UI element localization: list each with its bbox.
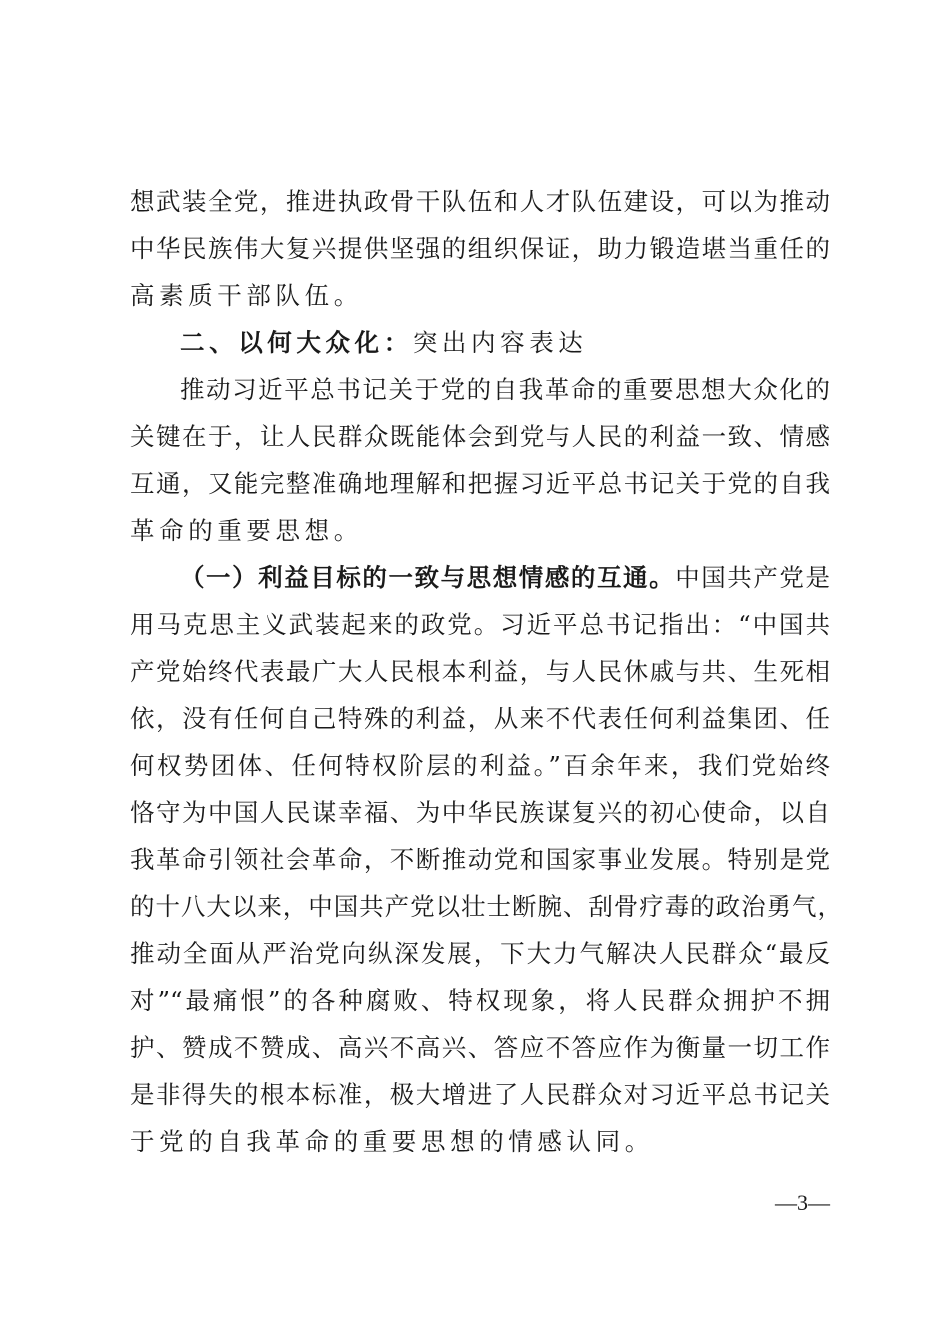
paragraph-line: 是非得失的根本标准，极大增进了人民群众对习近平总书记关: [130, 1080, 830, 1109]
paragraph-line: 推动习近平总书记关于党的自我革命的重要思想大众化的: [180, 375, 830, 404]
section-heading-title: 突出内容表达: [412, 328, 588, 357]
paragraph-line: 互通，又能完整准确地理解和把握习近平总书记关于党的自我: [130, 469, 830, 498]
paragraph-text: 中国共产党是: [675, 563, 830, 592]
paragraph-line: 关键在于，让人民群众既能体会到党与人民的利益一致、情感: [130, 422, 830, 451]
paragraph-line: 护、赞成不赞成、高兴不高兴、答应不答应作为衡量一切工作: [130, 1033, 830, 1062]
page-number: —3—: [775, 1190, 830, 1215]
paragraph-line: 对”“最痛恨”的各种腐败、特权现象，将人民群众拥护不拥: [130, 986, 830, 1015]
paragraph-line: 用马克思主义武装起来的政党。习近平总书记指出：“中国共: [130, 610, 830, 639]
paragraph-line: 何权势团体、任何特权阶层的利益。”百余年来，我们党始终: [130, 751, 830, 780]
paragraph-line: 恪守为中国人民谋幸福、为中华民族谋复兴的初心使命，以自: [130, 798, 830, 827]
paragraph-line: 产党始终代表最广大人民根本利益，与人民休戚与共、生死相: [130, 657, 830, 686]
subsection-line: [180, 558, 830, 598]
paragraph-line: 革命的重要思想。: [130, 516, 363, 545]
paragraph-line: 想武装全党，推进执政骨干队伍和人才队伍建设，可以为推动: [130, 187, 830, 216]
paragraph-line: 依，没有任何自己特殊的利益，从来不代表任何利益集团、任: [130, 704, 830, 733]
paragraph-line: 推动全面从严治党向纵深发展，下大力气解决人民群众“最反: [130, 939, 830, 968]
paragraph-line: 于党的自我革命的重要思想的情感认同。: [130, 1127, 654, 1156]
section-heading: [180, 323, 830, 363]
paragraph-line: 我革命引领社会革命，不断推动党和国家事业发展。特别是党: [130, 845, 830, 874]
paragraph-line: 的十八大以来，中国共产党以壮士断腕、刮骨疗毒的政治勇气，: [130, 892, 842, 921]
paragraph-line: 高素质干部队伍。: [130, 281, 363, 310]
paragraph-line: 中华民族伟大复兴提供坚强的组织保证，助力锻造堪当重任的: [130, 234, 830, 263]
subsection-heading: （一）利益目标的一致与思想情感的互通。: [180, 563, 676, 592]
section-heading-label: 二、以何大众化：: [180, 328, 413, 357]
